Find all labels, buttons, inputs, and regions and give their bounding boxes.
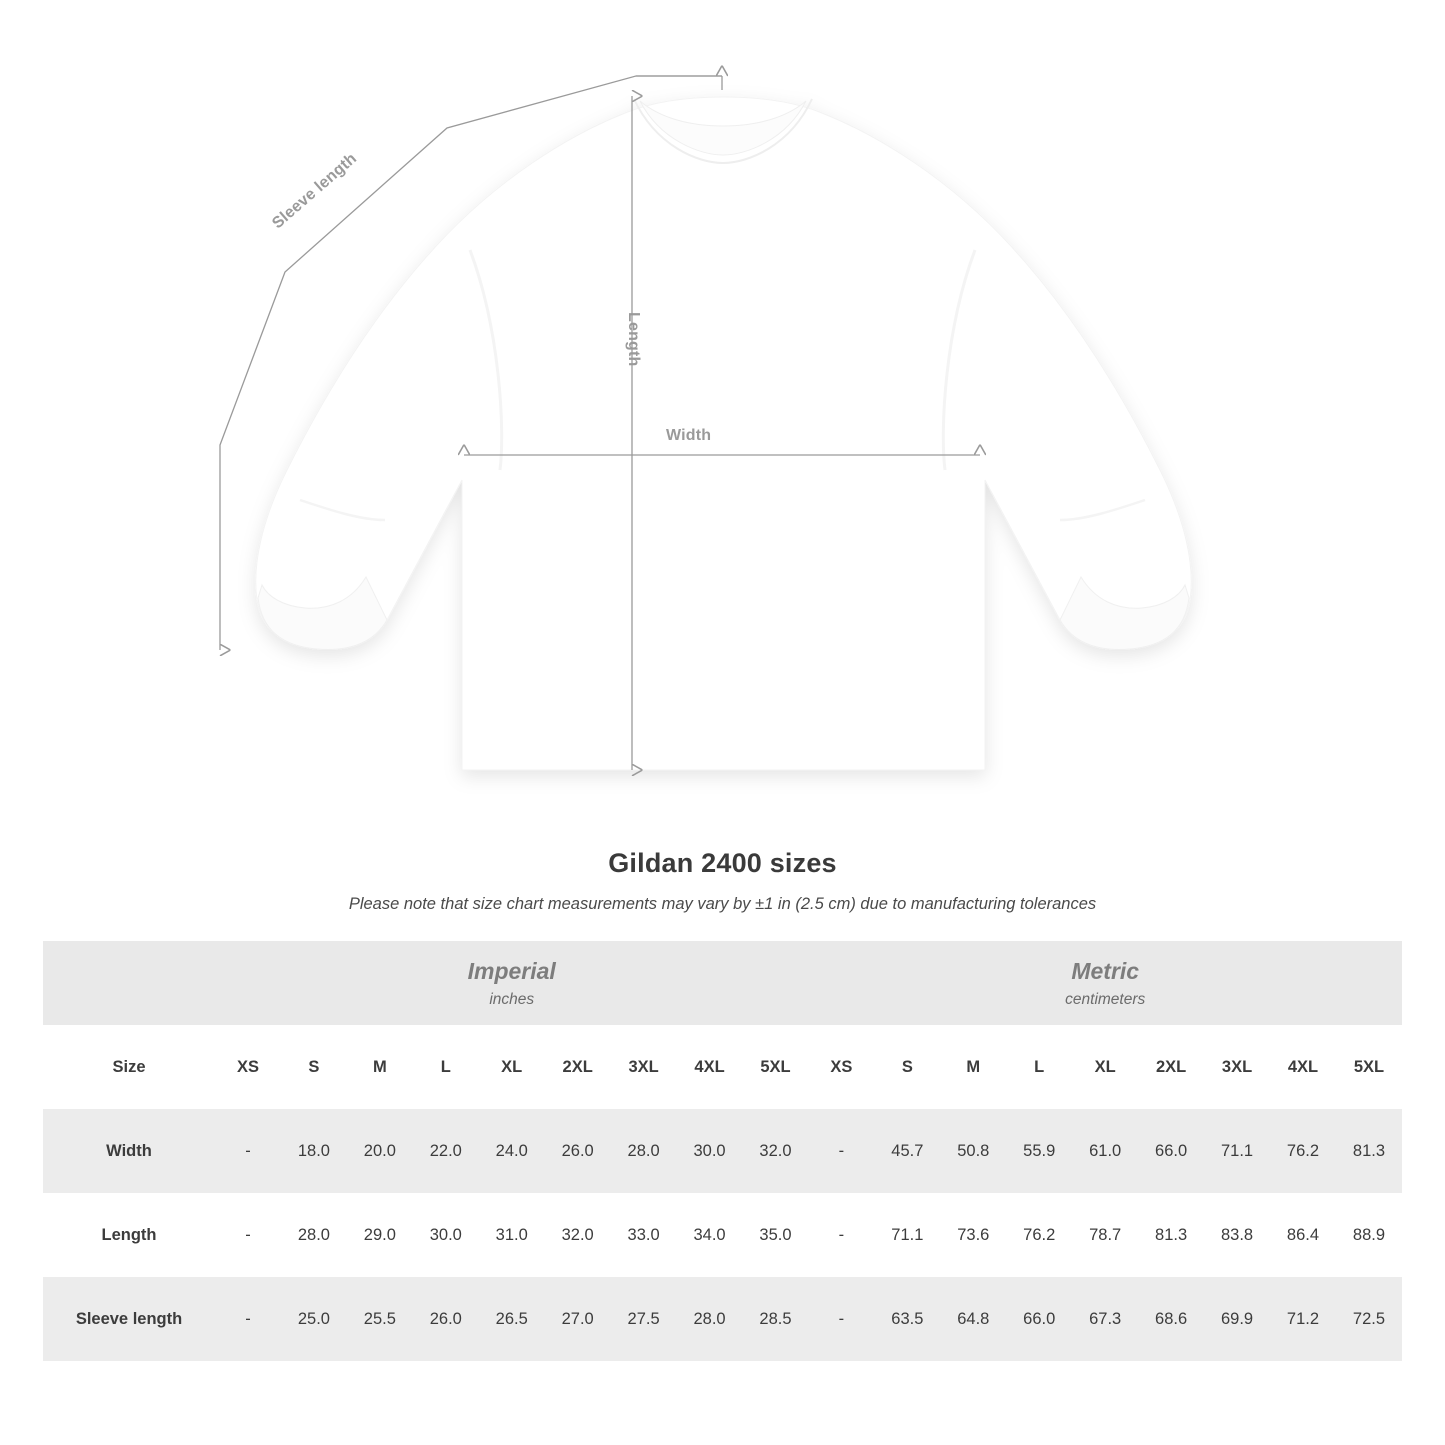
cell-sleeve-imperial-l: 26.0 xyxy=(413,1277,479,1361)
table-row xyxy=(43,1109,1402,1193)
size-header-row xyxy=(43,1025,1402,1109)
unit-row-corner xyxy=(43,941,215,1025)
cell-sleeve-metric-xs: - xyxy=(808,1277,874,1361)
size-header-imperial-5xl: 5XL xyxy=(743,1025,809,1109)
tolerance-note: Please note that size chart measurements may vary by ±1 in (2.5 cm) due to manufacturing tolerances xyxy=(348,895,1097,913)
size-header-label: Size xyxy=(43,1025,215,1109)
cell-length-imperial-4xl: 34.0 xyxy=(677,1193,743,1277)
table-row xyxy=(43,1277,1402,1361)
cell-sleeve-metric-xl: 67.3 xyxy=(1072,1277,1138,1361)
page-title: Gildan 2400 sizes xyxy=(608,848,837,878)
cell-width-metric-s: 45.7 xyxy=(874,1109,940,1193)
cell-length-metric-l: 76.2 xyxy=(1006,1193,1072,1277)
cell-length-imperial-l: 30.0 xyxy=(413,1193,479,1277)
cell-sleeve-imperial-3xl: 27.5 xyxy=(611,1277,677,1361)
cell-width-metric-4xl: 76.2 xyxy=(1270,1109,1336,1193)
size-chart-table-wrap xyxy=(43,941,1402,1361)
shirt-shape xyxy=(256,97,1192,770)
unit-group-metric-sub: centimeters xyxy=(1065,990,1146,1008)
cell-length-metric-xl: 78.7 xyxy=(1072,1193,1138,1277)
cell-length-metric-m: 73.6 xyxy=(940,1193,1006,1277)
cell-length-metric-s: 71.1 xyxy=(874,1193,940,1277)
cell-width-metric-5xl: 81.3 xyxy=(1336,1109,1402,1193)
size-header-metric-xs: XS xyxy=(808,1025,874,1109)
cell-width-metric-3xl: 71.1 xyxy=(1204,1109,1270,1193)
size-header-imperial-xs: XS xyxy=(215,1025,281,1109)
cell-width-imperial-2xl: 26.0 xyxy=(545,1109,611,1193)
cell-sleeve-metric-3xl: 69.9 xyxy=(1204,1277,1270,1361)
unit-group-imperial-name: Imperial xyxy=(467,958,556,985)
size-header-metric-l: L xyxy=(1006,1025,1072,1109)
unit-group-imperial xyxy=(215,941,808,1025)
size-header-metric-2xl: 2XL xyxy=(1138,1025,1204,1109)
cell-sleeve-imperial-s: 25.0 xyxy=(281,1277,347,1361)
unit-group-imperial-sub: inches xyxy=(489,990,535,1008)
unit-header-row xyxy=(43,941,1402,1025)
cell-sleeve-metric-5xl: 72.5 xyxy=(1336,1277,1402,1361)
size-chart-table xyxy=(43,941,1402,1361)
cell-length-metric-3xl: 83.8 xyxy=(1204,1193,1270,1277)
cell-length-imperial-xl: 31.0 xyxy=(479,1193,545,1277)
cell-sleeve-imperial-m: 25.5 xyxy=(347,1277,413,1361)
unit-group-metric xyxy=(808,941,1402,1025)
cell-width-imperial-3xl: 28.0 xyxy=(611,1109,677,1193)
size-header-imperial-2xl: 2XL xyxy=(545,1025,611,1109)
cell-length-imperial-m: 29.0 xyxy=(347,1193,413,1277)
cell-width-metric-l: 55.9 xyxy=(1006,1109,1072,1193)
cell-length-imperial-5xl: 35.0 xyxy=(743,1193,809,1277)
cell-width-imperial-5xl: 32.0 xyxy=(743,1109,809,1193)
cell-sleeve-imperial-2xl: 27.0 xyxy=(545,1277,611,1361)
size-header-imperial-3xl: 3XL xyxy=(611,1025,677,1109)
cell-sleeve-imperial-xs: - xyxy=(215,1277,281,1361)
size-header-metric-m: M xyxy=(940,1025,1006,1109)
cell-width-metric-xs: - xyxy=(808,1109,874,1193)
cell-sleeve-metric-l: 66.0 xyxy=(1006,1277,1072,1361)
size-header-metric-xl: XL xyxy=(1072,1025,1138,1109)
cell-sleeve-imperial-5xl: 28.5 xyxy=(743,1277,809,1361)
cell-sleeve-imperial-xl: 26.5 xyxy=(479,1277,545,1361)
cell-width-imperial-4xl: 30.0 xyxy=(677,1109,743,1193)
row-label-length: Length xyxy=(43,1193,215,1277)
cell-width-imperial-m: 20.0 xyxy=(347,1109,413,1193)
cell-width-imperial-xl: 24.0 xyxy=(479,1109,545,1193)
sleeve-length-dimension-label: Sleeve length xyxy=(269,150,361,233)
size-header-imperial-m: M xyxy=(347,1025,413,1109)
cell-sleeve-metric-m: 64.8 xyxy=(940,1277,1006,1361)
cell-sleeve-metric-4xl: 71.2 xyxy=(1270,1277,1336,1361)
length-dimension-label: Length xyxy=(625,312,642,367)
size-header-metric-4xl: 4XL xyxy=(1270,1025,1336,1109)
cell-length-metric-xs: - xyxy=(808,1193,874,1277)
cell-width-metric-xl: 61.0 xyxy=(1072,1109,1138,1193)
cell-length-metric-2xl: 81.3 xyxy=(1138,1193,1204,1277)
width-dimension-label: Width xyxy=(666,427,712,444)
size-header-metric-3xl: 3XL xyxy=(1204,1025,1270,1109)
size-header-imperial-l: L xyxy=(413,1025,479,1109)
cell-width-metric-m: 50.8 xyxy=(940,1109,1006,1193)
cell-length-imperial-s: 28.0 xyxy=(281,1193,347,1277)
unit-group-metric-name: Metric xyxy=(1071,958,1140,985)
size-header-metric-5xl: 5XL xyxy=(1336,1025,1402,1109)
size-header-metric-s: S xyxy=(874,1025,940,1109)
cell-length-imperial-3xl: 33.0 xyxy=(611,1193,677,1277)
cell-width-imperial-l: 22.0 xyxy=(413,1109,479,1193)
cell-width-imperial-xs: - xyxy=(215,1109,281,1193)
cell-width-imperial-s: 18.0 xyxy=(281,1109,347,1193)
row-label-width: Width xyxy=(43,1109,215,1193)
size-header-imperial-xl: XL xyxy=(479,1025,545,1109)
cell-length-imperial-xs: - xyxy=(215,1193,281,1277)
size-header-imperial-4xl: 4XL xyxy=(677,1025,743,1109)
cell-width-metric-2xl: 66.0 xyxy=(1138,1109,1204,1193)
cell-length-imperial-2xl: 32.0 xyxy=(545,1193,611,1277)
table-row xyxy=(43,1193,1402,1277)
cell-length-metric-5xl: 88.9 xyxy=(1336,1193,1402,1277)
title-block xyxy=(0,848,1445,914)
cell-sleeve-metric-2xl: 68.6 xyxy=(1138,1277,1204,1361)
cell-length-metric-4xl: 86.4 xyxy=(1270,1193,1336,1277)
row-label-sleeve-length: Sleeve length xyxy=(43,1277,215,1361)
cell-sleeve-metric-s: 63.5 xyxy=(874,1277,940,1361)
size-header-imperial-s: S xyxy=(281,1025,347,1109)
cell-sleeve-imperial-4xl: 28.0 xyxy=(677,1277,743,1361)
